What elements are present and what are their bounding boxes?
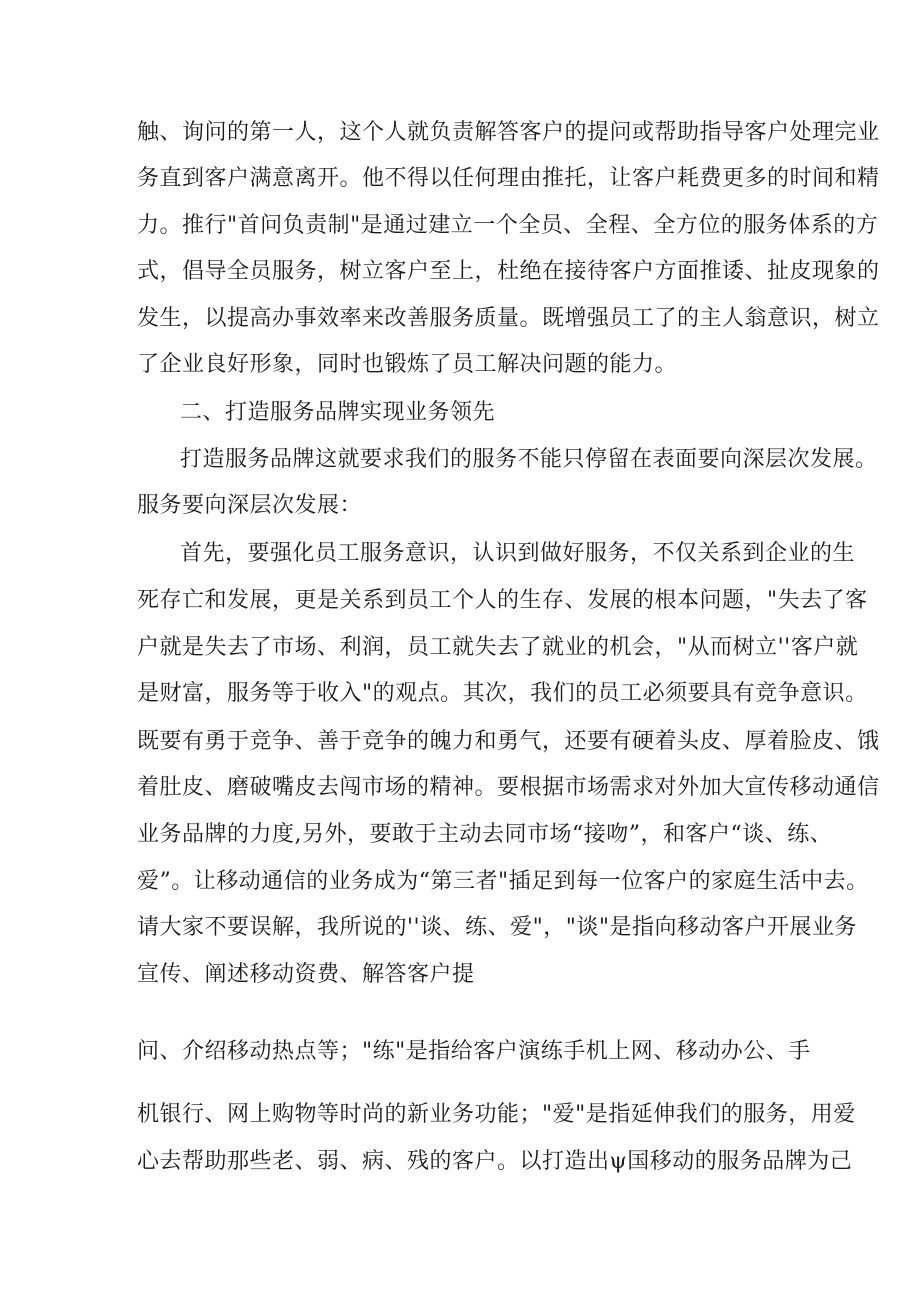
paragraph-line: 着肚皮、磨破嘴皮去闯市场的精神。要根据市场需求对外加大宣传移动通信 bbox=[137, 775, 880, 800]
paragraph-line: 了企业良好形象，同时也锻炼了员工解决问题的能力。 bbox=[137, 352, 678, 377]
paragraph-line: 问、介绍移动热点等；"练"是指给客户演练手机上网、移动办公、手 bbox=[137, 1039, 811, 1064]
paragraph-line: 是财富，服务等于收入"的观点。其次，我们的员工必须要具有竞争意识。 bbox=[137, 681, 868, 706]
section-heading: 二、打造服务品牌实现业务领先 bbox=[180, 400, 496, 425]
paragraph-line: 力。推行"首问负责制"是通过建立一个全员、全程、全方位的服务体系的方 bbox=[137, 213, 879, 238]
paragraph-line: 心去帮助那些老、弱、病、残的客户。以打造出ψ国移动的服务品牌为己 bbox=[137, 1149, 853, 1174]
paragraph-line: 爱”。让移动通信的业务成为“第三者"插足到每一位客户的家庭生活中去。 bbox=[137, 869, 869, 894]
paragraph-line: 死存亡和发展，更是关系到员工个人的生存、发展的根本问题，"失去了客 bbox=[137, 588, 868, 613]
paragraph-line: 务直到客户满意离开。他不得以任何理由推托，让客户耗费更多的时间和精 bbox=[137, 166, 880, 191]
paragraph-line: 首先，要强化员工服务意识，认识到做好服务，不仅关系到企业的生 bbox=[180, 541, 856, 566]
paragraph-line: 户就是失去了市场、利润，员工就失去了就业的机会，"从而树立''客户就 bbox=[137, 635, 859, 660]
paragraph-line: 打造服务品牌这就要求我们的服务不能只停留在表面要向深层次发展。 bbox=[180, 447, 878, 472]
paragraph-line: 宣传、阐述移动资费、解答客户提 bbox=[137, 962, 475, 987]
paragraph-line: 业务品牌的力度,另外，要敢于主动去同市场“接吻”，和客户“谈、练、 bbox=[137, 822, 833, 847]
paragraph-line: 触、询问的第一人，这个人就负责解答客户的提问或帮助指导客户处理完业 bbox=[137, 120, 880, 145]
paragraph-line: 发生，以提高办事效率来改善服务质量。既增强员工了的主人翁意识，树立 bbox=[137, 306, 880, 331]
paragraph-line: 既要有勇于竞争、善于竞争的魄力和勇气，还要有硬着头皮、厚着脸皮、饿 bbox=[137, 729, 880, 754]
paragraph-line: 式，倡导全员服务，树立客户至上，杜绝在接待客户方面推诿、扯皮现象的 bbox=[137, 259, 880, 284]
paragraph-line: 服务要向深层次发展： bbox=[137, 493, 363, 518]
paragraph-line: 请大家不要误解，我所说的''谈、练、爱"，"谈"是指向移动客户开展业务 bbox=[137, 915, 857, 940]
paragraph-line: 机银行、网上购物等时尚的新业务功能；"爱"是指延伸我们的服务，用爱 bbox=[137, 1102, 856, 1127]
